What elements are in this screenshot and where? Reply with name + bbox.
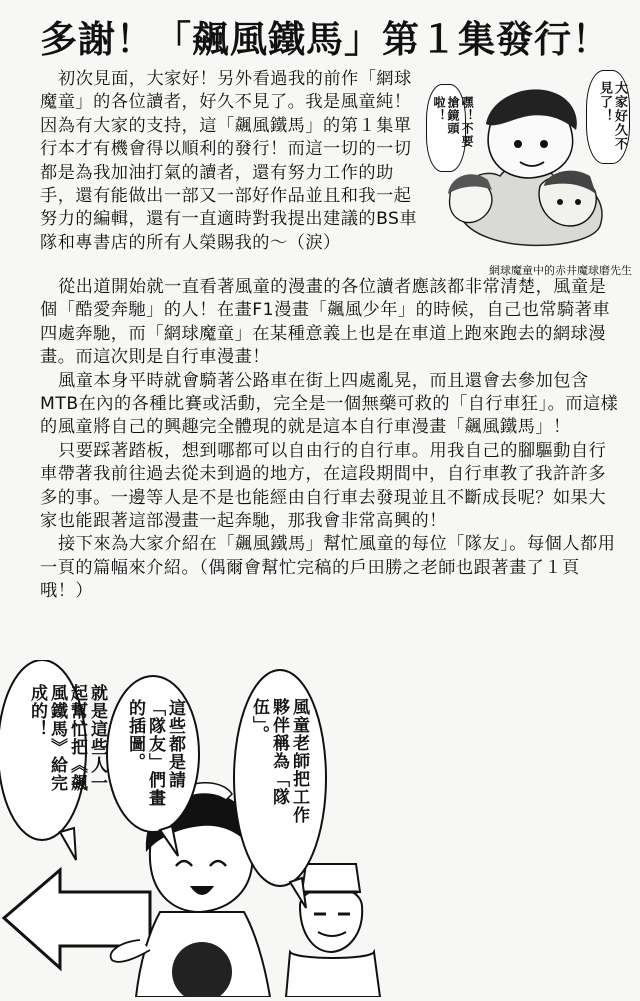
intro-paragraph: 初次見面，大家好！另外看過我的前作「網球魔童」的各位讀者，好久不見了。我是風童純！因為有大家的支持，這「飆風鐵馬」的第１集單行本才有機會得以順利的發行！而這一切的一切都是為我加油打氣的讀者，還有努力工作的助手，還有能做出一部又一部好作品並且和我一起努力的編輯，還有一直適時對我提出建議的BS車隊和專書店的所有人榮賜我的～（淚） (40, 69, 418, 253)
page-title: 多謝！「飆風鐵馬」第１集發行！ (40, 18, 610, 61)
speech-bubble-3-text: 風童老師把工作夥伴稱為「隊伍」。 (249, 698, 309, 824)
bottom-illustration (0, 660, 640, 997)
illustration-caption: 網球魔童中的赤井魔球磨先生 (489, 264, 632, 277)
body-paragraph-1: 從出道開始就一直看著風童的漫畫的各位讀者應該都非常清楚，風童是個「酷愛奔馳」的人！在畫F1漫畫「飆風少年」的時候，自己也常騎著車四處奔馳，而「網球魔童」在某種意義上也是在車道上跑來跑去的網球漫畫。而這次則是自行車漫畫！ (40, 277, 611, 368)
speech-bubble-2-text: 這些都是請「隊友」們畫的插圖。 (125, 699, 185, 807)
speech-bubble-left (426, 84, 474, 172)
speech-bubble-1-text: 就是這些人一起幫忙把《飆風鐵馬》給完成的！ (27, 684, 107, 792)
speech-bubble-right (586, 70, 630, 164)
article-body (40, 276, 622, 604)
speech-bubble-left-text: 嘿！不要搶鏡頭啦！ (432, 96, 474, 148)
speech-bubble-right-text: 大家好久不見了！ (597, 81, 627, 151)
body-paragraph-3: 只要踩著踏板，想到哪都可以自由行的自行車。用我自己的腳驅動自行車帶著我前往過去從未到過的地方，在這段期間中，自行車教了我許許多多的事。一邊等人是不是也能經由自行車去發現並且不斷成長呢？如果大家也能跟著這部漫畫一起奔馳，那我會非常高興的！ (40, 440, 607, 532)
body-paragraph-4: 接下來為大家介紹在「飆風鐵馬」幫忙風童的每位「隊友」。每個人都用一頁的篇幅來介紹。（偶爾會幫忙完稿的戶田勝之老師也跟著畫了１頁哦！） (40, 534, 616, 602)
top-illustration (420, 66, 634, 262)
body-paragraph-2: 風童本身平時就會騎著公路車在街上四處亂晃，而且還會去參加包含MTB在內的各種比賽或活動，完全是一個無藥可救的「自行車狂」。而這樣的風童將自己的興趣完全體現的就是這本自行車漫畫「飆風鐵馬」！ (40, 370, 619, 438)
